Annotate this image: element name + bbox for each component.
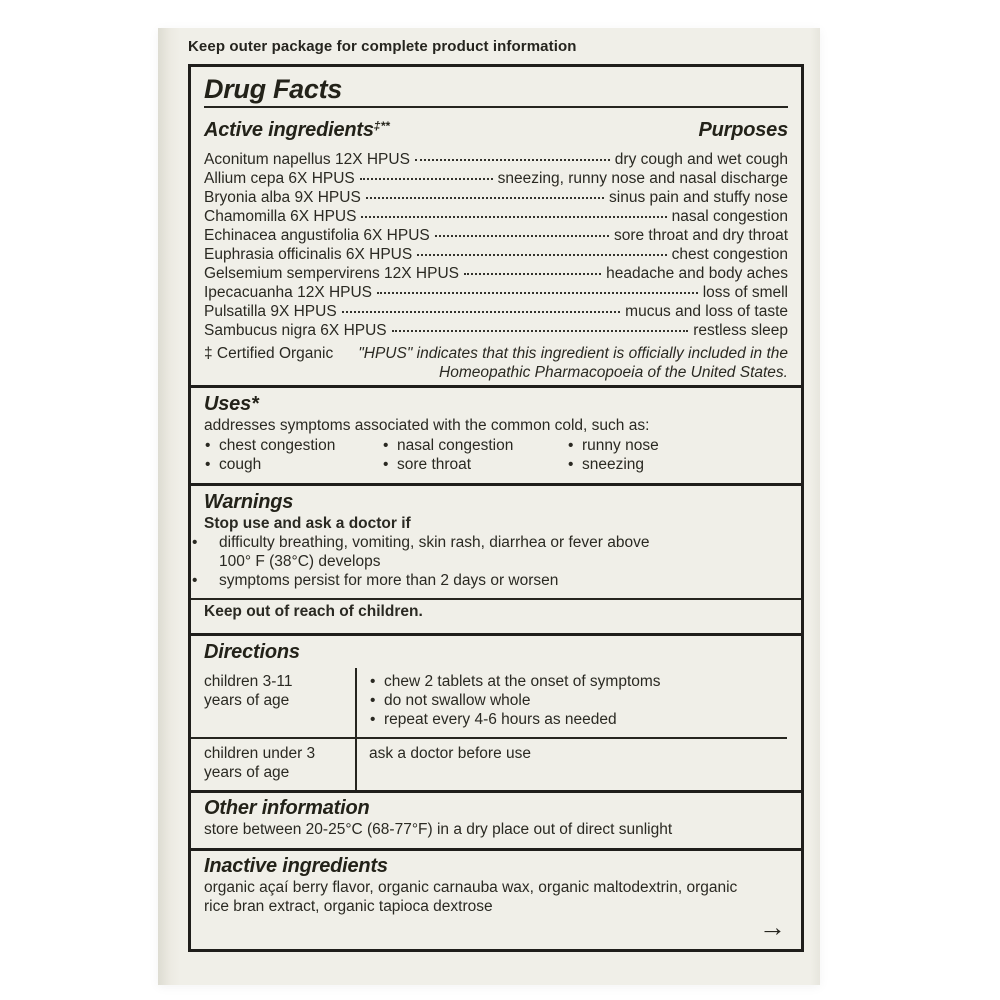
certified-organic-note: ‡ Certified Organic [204, 345, 334, 362]
directions-instruction-item: • do not swallow whole [369, 691, 788, 710]
directions-heading: Directions [204, 641, 300, 663]
ingredient-purpose: sneezing, runny nose and nasal discharge [497, 170, 788, 187]
uses-item: • sore throat [382, 455, 567, 474]
package-panel [158, 28, 820, 985]
stop-use-subheading: Stop use and ask a doctor if [204, 515, 411, 532]
uses-item: • sneezing [567, 455, 659, 474]
uses-item: • cough [204, 455, 382, 474]
section-other-information [191, 790, 801, 848]
directions-instruction-item: • chew 2 tablets at the onset of symptoms [369, 672, 788, 691]
hpus-footnote [204, 344, 788, 382]
warnings-heading: Warnings [204, 491, 294, 513]
ingredient-purpose: sore throat and dry throat [613, 227, 788, 244]
directions-row [191, 739, 801, 786]
uses-bullet-grid [204, 436, 788, 474]
ingredient-row [204, 188, 788, 207]
directions-instructions: ask a doctor before use [369, 745, 531, 762]
package-note: Keep outer package for complete product information [188, 38, 577, 55]
active-ingredients-heading [204, 114, 390, 142]
ingredient-purpose: nasal congestion [671, 208, 788, 225]
ingredient-name: Bryonia alba 9X HPUS [204, 189, 361, 206]
ingredient-purpose: loss of smell [702, 284, 788, 301]
keep-out-of-reach: Keep out of reach of children. [204, 603, 423, 620]
warning-item: • difficulty breathing, vomiting, skin rash, diarrhea or fever above 100° F (38°C) develops [191, 533, 696, 571]
ingredient-name: Aconitum napellus 12X HPUS [204, 151, 410, 168]
ingredient-row [204, 245, 788, 264]
ingredient-purpose: headache and body aches [606, 265, 788, 282]
ingredient-name: Pulsatilla 9X HPUS [204, 303, 337, 320]
section-warnings [191, 483, 801, 633]
ingredient-purpose: restless sleep [693, 322, 788, 339]
uses-intro: addresses symptoms associated with the common cold, such as: [204, 417, 650, 434]
ingredient-purpose: dry cough and wet cough [614, 151, 788, 168]
inactive-ingredients-list: organic açaí berry flavor, organic carnauba wax, organic maltodextrin, organic rice bran extract, organic tapioca dextrose [204, 879, 738, 915]
ingredient-row [204, 226, 788, 245]
other-information-heading: Other information [204, 797, 370, 819]
uses-heading: Uses* [204, 393, 259, 415]
title-rule [204, 106, 788, 108]
ingredient-name: Chamomilla 6X HPUS [204, 208, 357, 225]
active-ingredients-heading-text: Active ingredients [204, 119, 374, 141]
ingredient-row [204, 150, 788, 169]
ingredient-name: Echinacea angustifolia 6X HPUS [204, 227, 430, 244]
continue-arrow-icon: → [759, 912, 786, 942]
section-active-ingredients [191, 108, 801, 385]
ingredient-row [204, 169, 788, 188]
ingredient-row [204, 283, 788, 302]
ingredient-name: Euphrasia officinalis 6X HPUS [204, 246, 413, 263]
directions-age-group: children 3-11 years of age [204, 673, 293, 709]
ingredient-purpose: mucus and loss of taste [625, 303, 788, 320]
uses-item: • runny nose [567, 436, 659, 455]
directions-instruction-item: • repeat every 4-6 hours as needed [369, 710, 788, 729]
drug-facts-box [188, 64, 804, 952]
section-directions [191, 633, 801, 790]
storage-instructions: store between 20-25°C (68-77°F) in a dry place out of direct sunlight [204, 821, 673, 838]
inactive-ingredients-heading: Inactive ingredients [204, 855, 388, 877]
ingredient-name: Allium cepa 6X HPUS [204, 170, 355, 187]
section-title [191, 67, 801, 108]
section-inactive-ingredients [191, 848, 801, 949]
directions-column-divider [355, 668, 357, 790]
directions-table [191, 668, 801, 790]
ingredient-name: Ipecacuanha 12X HPUS [204, 284, 373, 301]
directions-row [191, 668, 801, 733]
ingredient-row [204, 321, 788, 340]
warning-item: • symptoms persist for more than 2 days or worsen [191, 571, 801, 590]
purposes-heading: Purposes [698, 119, 788, 141]
ingredient-row [204, 302, 788, 321]
active-ingredients-heading-marker: ‡** [373, 119, 390, 133]
directions-age-group: children under 3 years of age [204, 745, 316, 781]
uses-item: • chest congestion [204, 436, 382, 455]
ingredient-purpose: chest congestion [671, 246, 788, 263]
section-uses [191, 385, 801, 483]
ingredient-name: Sambucus nigra 6X HPUS [204, 322, 387, 339]
hpus-definition: "HPUS" indicates that this ingredient is officially included in the Homeopathic Pharmacopoeia of the United States. [358, 345, 788, 381]
ingredient-row [204, 207, 788, 226]
ingredient-row [204, 264, 788, 283]
uses-item: • nasal congestion [382, 436, 567, 455]
ingredient-purpose: sinus pain and stuffy nose [609, 189, 788, 206]
directions-instructions [355, 668, 801, 733]
ingredient-name: Gelsemium sempervirens 12X HPUS [204, 265, 459, 282]
drug-facts-title: Drug Facts [204, 74, 343, 104]
